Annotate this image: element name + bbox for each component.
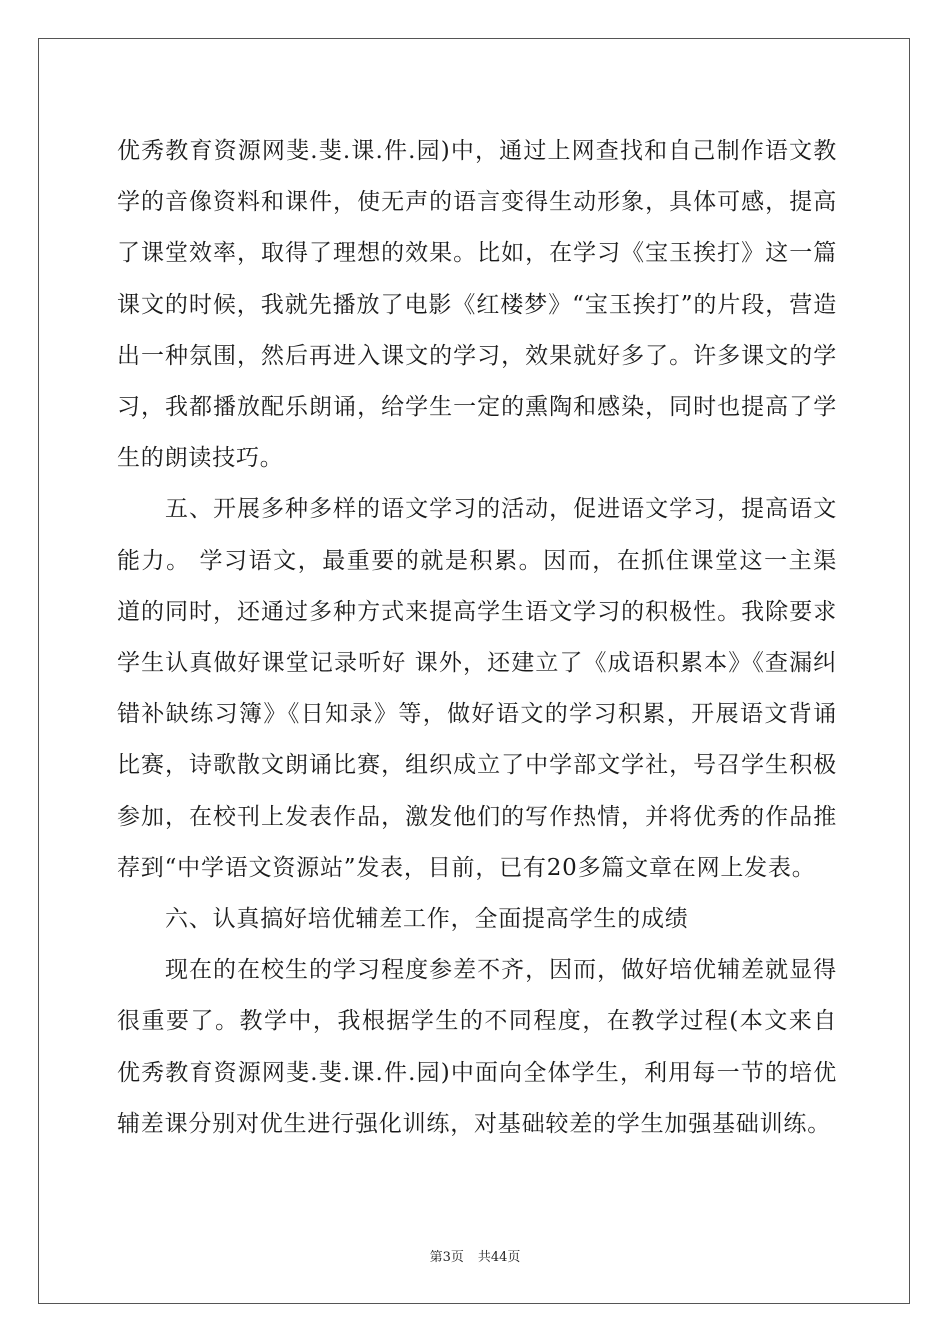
page-number: 第3页	[429, 1250, 464, 1265]
paragraph-4: 现在的在校生的学习程度参差不齐，因而，做好培优辅差就显得很重要了。教学中，我根据学生的不同程度，在教学过程(本文来自优秀教育资源网斐.斐.课.件.园)中面向全体学生，利用每一节的培优辅差课分别对优生进行强化训练，对基础较差的学生加强基础训练。	[117, 957, 837, 1137]
page-footer	[0, 1246, 950, 1265]
page-total: 共44页	[477, 1250, 521, 1265]
paragraph-2: 五、开展多种多样的语文学习的活动，促进语文学习，提高语文能力。 学习语文，最重要的就是积累。因而，在抓住课堂这一主渠道的同时，还通过多种方式来提高学生语文学习的积极性。我除要求学生认真做好课堂记录听好 课外，还建立了《成语积累本》《查漏纠错补缺练习簿》《日知录》等，做好语文的学习积累，开展语文背诵比赛，诗歌散文朗诵比赛，组织成立了中学部文学社，号召学生积极参加，在校刊上发表作品，激发他们的写作热情，并将优秀的作品推荐到“中学语文资源站”发表，目前，已有20多篇文章在网上发表。	[117, 496, 837, 881]
paragraph-3-heading: 六、认真搞好培优辅差工作，全面提高学生的成绩	[165, 906, 689, 933]
document-body	[117, 126, 837, 1150]
paragraph-1: 优秀教育资源网斐.斐.课.件.园)中，通过上网查找和自己制作语文教学的音像资料和课件，使无声的语言变得生动形象，具体可感，提高了课堂效率，取得了理想的效果。比如，在学习《宝玉挨打》这一篇课文的时候，我就先播放了电影《红楼梦》“宝玉挨打”的片段，营造出一种氛围，然后再进入课文的学习，效果就好多了。许多课文的学习，我都播放配乐朗诵，给学生一定的熏陶和感染，同时也提高了学生的朗读技巧。	[117, 138, 837, 472]
